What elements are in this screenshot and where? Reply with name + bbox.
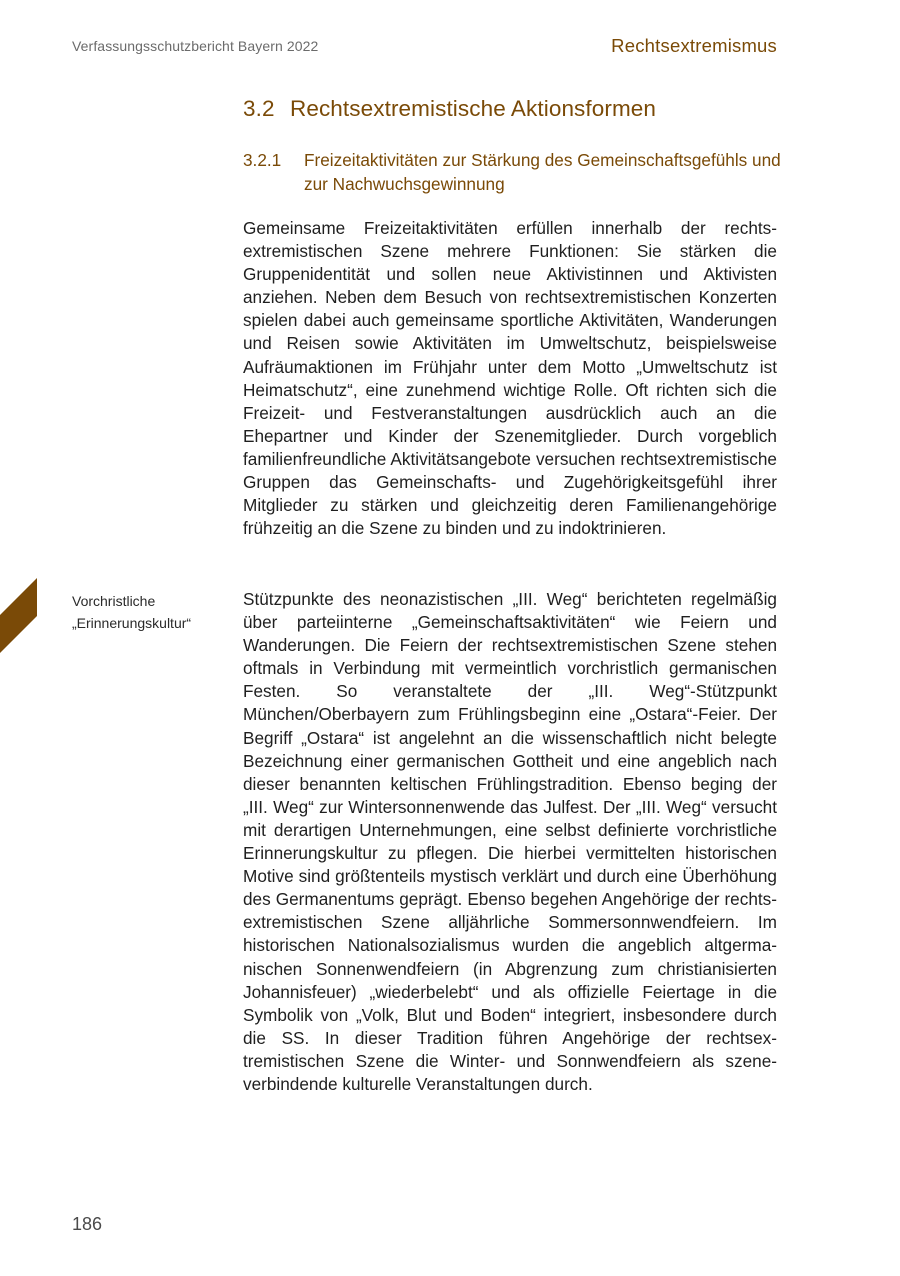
section-heading <box>243 96 656 122</box>
subsection-number: 3.2.1 <box>243 150 282 170</box>
subsection-heading <box>243 149 783 196</box>
running-head-publication: Verfassungsschutzbericht Bayern 2022 <box>72 38 319 54</box>
body-paragraph-1: Gemeinsame Freizeitaktivitäten erfüllen innerhalb der rechtsextremistischen Szene mehrere Funktionen: Sie stärken die Gruppenidentität und sollen neue Aktivistinnen und Aktivisten anziehen. Neben dem Besuch von rechtsextremistischen Konzerten spielen dabei auch gemeinsame sportliche Aktivitäten, Wanderungen und Reisen sowie Aktivitäten im Umweltschutz, beispielsweise Aufräumaktionen im Frühjahr unter dem Motto „Umweltschutz ist Heimatschutz“, eine zunehmend wichtige Rolle. Oft richten sich die Freizeit- und Festveranstaltungen ausdrücklich auch an die Ehepartner und Kinder der Szenemitglieder. Durch vorgeblich familienfreundliche Aktivitätsangebote versuchen rechtsextremistische Gruppen das Gemeinschafts- und Zugehörigkeitsgefühl ihrer Mitglieder zu stärken und gleichzeitig deren Familienangehörige frühzeitig an die Szene zu binden und zu indoktrinieren. <box>243 218 777 539</box>
section-title: Rechtsextremistische Aktionsformen <box>290 96 657 121</box>
subsection-title: Freizeitaktivitäten zur Stärkung des Gemeinschaftsgefühls und zur Nachwuchsgewinnung <box>304 150 781 194</box>
chapter-tab-marker <box>0 578 37 653</box>
page-number: 186 <box>72 1214 103 1234</box>
section-number: 3.2 <box>243 96 275 121</box>
running-head-chapter: Rechtsextremismus <box>611 35 777 56</box>
body-paragraph-2: Stützpunkte des neonazistischen „III. Weg“ berichteten regelmäßig über parteiinterne „Gemeinschaftsaktivitäten“ wie Feiern und Wanderungen. Die Feiern der rechtsextremistischen Szene stehen oftmals in Verbindung mit vermeintlich vorchristlich germanischen Festen. So veranstaltete der „III. Weg“-Stützpunkt München/Oberbayern zum Frühlingsbeginn eine „Ostara“-Feier. Der Begriff „Ostara“ ist angelehnt an die wissenschaftlich nicht belegte Bezeichnung einer germanischen Gottheit und eine angeblich nach dieser benannten keltischen Frühlingstradition. Ebenso beging der „III. Weg“ zur Wintersonnenwende das Julfest. Der „III. Weg“ versucht mit derartigen Unternehmungen, eine selbst definierte vorchristliche Erinnerungskultur zu pflegen. Die hierbei vermittelten historischen Motive sind größtenteils mystisch verklärt und durch eine Überhöhung des Germanentums geprägt. Ebenso begehen Angehörige der rechtsextremistischen Szene alljährliche Sommersonnwendfeiern. Im historischen Nationalsozialismus wurden die angeblich altgermanischen Sonnenwendfeiern (in Abgrenzung zum christianisierten Johannisfeuer) „wiederbelebt“ und als offizielle Feiertage in die Symbolik von „Volk, Blut und Boden“ integriert, insbesondere durch die SS. In dieser Tradition führen Angehörige der rechtsextremistischen Szene die Winter- und Sonnwendfeiern als szeneverbindende kulturelle Veranstaltungen durch. <box>243 589 777 1094</box>
marginal-note: Vorchristliche „Erinnerungskultur“ <box>72 593 192 631</box>
